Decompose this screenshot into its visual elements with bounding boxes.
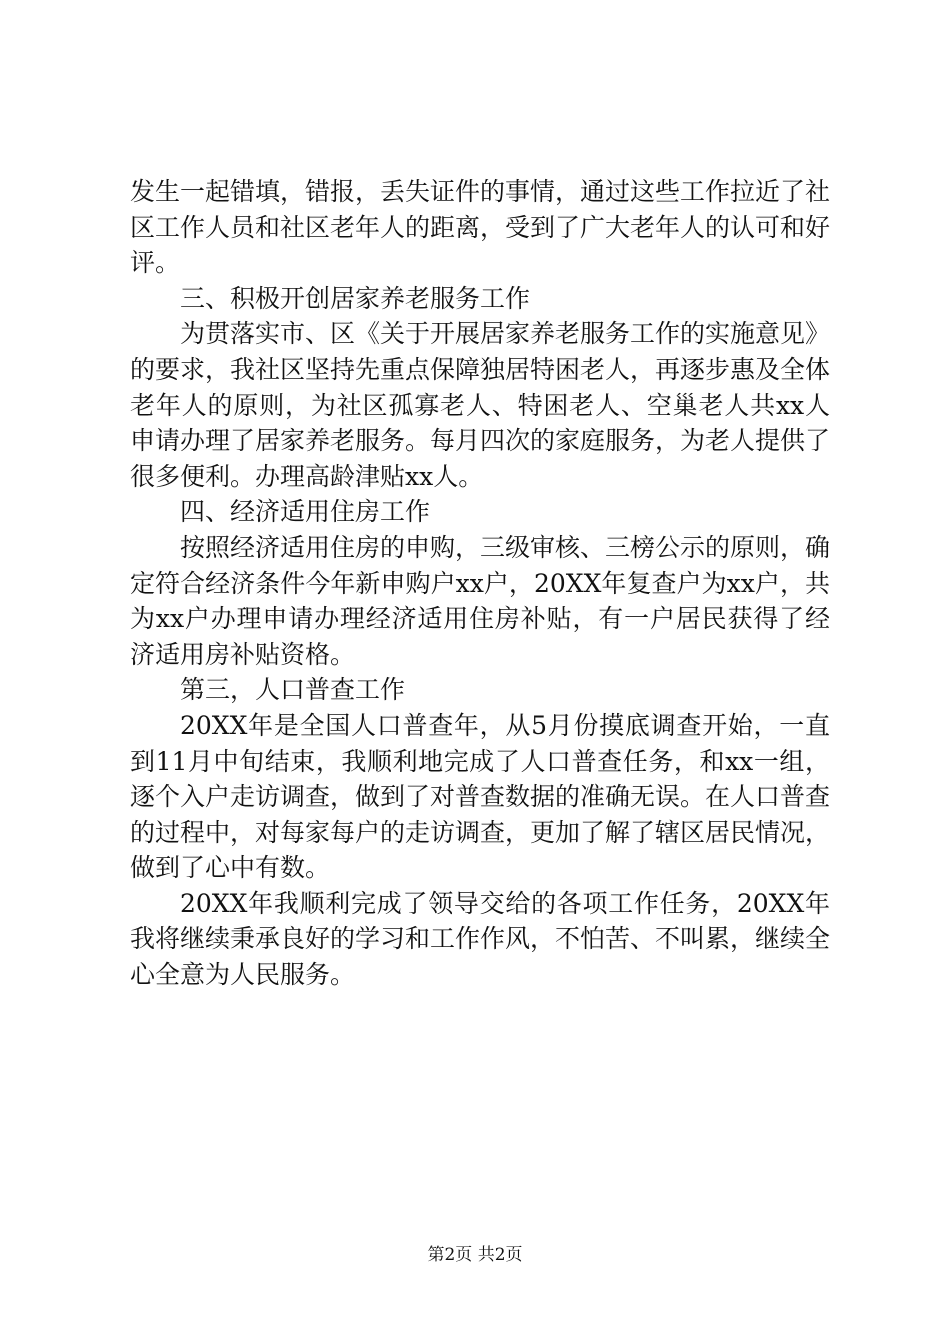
- paragraph-conclusion: 20XX年我顺利完成了领导交给的各项工作任务，20XX年我将继续秉承良好的学习和工作作风，不怕苦、不叫累，继续全心全意为人民服务。: [130, 888, 831, 990]
- page-footer: 第2页 共2页: [427, 1245, 523, 1265]
- paragraph-census: 20XX年是全国人口普查年，从5月份摸底调查开始，一直到11月中旬结束，我顺利地完成了人口普查任务，和xx一组，逐个入户走访调查，做到了对普查数据的准确无误。在人口普查的过程中，对每家每户的走访调查，更加了解了辖区居民情况，做到了心中有数。: [130, 710, 831, 883]
- section-heading-home-care: 三、积极开创居家养老服务工作: [180, 283, 531, 313]
- paragraph-housing: 按照经济适用住房的申购，三级审核、三榜公示的原则，确定符合经济条件今年新申购户xx户，20XX年复查户为xx户，共为xx户办理申请办理经济适用住房补贴，有一户居民获得了经济适用房补贴资格。: [130, 532, 831, 669]
- document-body: [130, 174, 830, 993]
- paragraph-home-care: 为贯落实市、区《关于开展居家养老服务工作的实施意见》的要求，我社区坚持先重点保障独居特困老人，再逐步惠及全体老年人的原则，为社区孤寡老人、特困老人、空巢老人共xx人申请办理了居家养老服务。每月四次的家庭服务，为老人提供了很多便利。办理高龄津贴xx人。: [130, 319, 831, 491]
- paragraph-continuation: 发生一起错填，错报，丢失证件的事情，通过这些工作拉近了社区工作人员和社区老年人的距离，受到了广大老年人的认可和好评。: [130, 177, 831, 278]
- section-heading-housing: 四、经济适用住房工作: [180, 497, 431, 527]
- section-heading-census: 第三，人口普查工作: [180, 675, 406, 705]
